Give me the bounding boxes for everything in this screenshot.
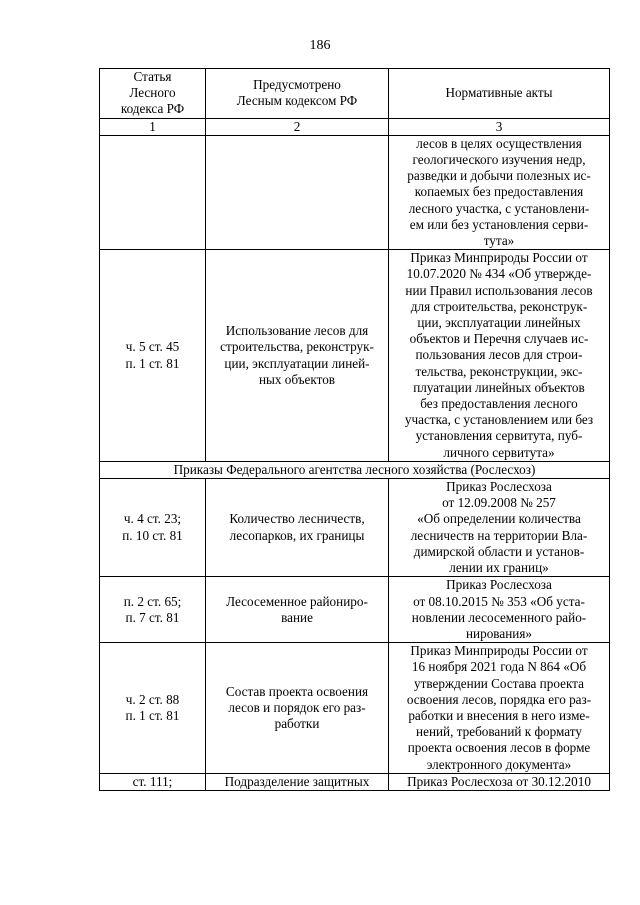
- provision-cell: Состав проекта освоения лесов и порядок его раз- работки: [206, 643, 389, 774]
- column-number: 2: [206, 118, 389, 135]
- section-row: [100, 461, 610, 478]
- normative-acts-table: [99, 68, 610, 791]
- column-number-row: [100, 118, 610, 135]
- provision-cell: Подразделение защитных: [206, 773, 389, 790]
- table-row: [100, 135, 610, 249]
- section-title: Приказы Федерального агентства лесного хозяйства (Рослесхоз): [100, 461, 610, 478]
- table-row: [100, 479, 610, 577]
- header-article: Статья Лесного кодекса РФ: [100, 69, 206, 119]
- act-cell: Приказ Минприроды России от 16 ноября 2021 года N 864 «Об утверждении Состава проекта освоения лесов, порядка его раз- работки и внесения в него изме- нений, требований к формату проекта освоения лесов в форме электронного документа»: [389, 643, 610, 774]
- page-number: 186: [309, 38, 331, 53]
- article-cell: ч. 2 ст. 88 п. 1 ст. 81: [100, 643, 206, 774]
- table-row: [100, 250, 610, 462]
- table-row: [100, 643, 610, 774]
- act-cell: Приказ Рослесхоза от 12.09.2008 № 257 «Об определении количества лесничеств на территории Вла- димирской области и установ- лении их границ»: [389, 479, 610, 577]
- article-cell: ст. 111;: [100, 773, 206, 790]
- article-cell: п. 2 ст. 65; п. 7 ст. 81: [100, 577, 206, 643]
- table-header-row: [100, 69, 610, 119]
- article-cell: [100, 135, 206, 249]
- column-number: 3: [389, 118, 610, 135]
- article-cell: ч. 4 ст. 23; п. 10 ст. 81: [100, 479, 206, 577]
- act-cell: Приказ Рослесхоза от 30.12.2010: [389, 773, 610, 790]
- header-provision: Предусмотрено Лесным кодексом РФ: [206, 69, 389, 119]
- provision-cell: [206, 135, 389, 249]
- provision-cell: Количество лесничеств, лесопарков, их границы: [206, 479, 389, 577]
- table-row: [100, 773, 610, 790]
- act-cell: Приказ Рослесхоза от 08.10.2015 № 353 «Об уста- новлении лесосеменного райо- нирования»: [389, 577, 610, 643]
- article-cell: ч. 5 ст. 45 п. 1 ст. 81: [100, 250, 206, 462]
- act-cell: лесов в целях осуществления геологического изучения недр, разведки и добычи полезных ис- копаемых без предоставления лесного участка, с установлени- ем или без установления серви- тута»: [389, 135, 610, 249]
- provision-cell: Лесосеменное райониро- вание: [206, 577, 389, 643]
- provision-cell: Использование лесов для строительства, реконструк- ции, эксплуатации линей- ных объектов: [206, 250, 389, 462]
- table-row: [100, 577, 610, 643]
- column-number: 1: [100, 118, 206, 135]
- header-acts: Нормативные акты: [389, 69, 610, 119]
- act-cell: Приказ Минприроды России от 10.07.2020 № 434 «Об утвержде- нии Правил использования лесов для строительства, реконструк- ции, эксплуатации линейных объектов и Перечня случаев ис- пользования лесов для строи- тельства, реконструкции, экс- плуатации линейных объектов без предоставления лесного участка, с установлением или без установления сервитута, пуб- личного сервитута»: [389, 250, 610, 462]
